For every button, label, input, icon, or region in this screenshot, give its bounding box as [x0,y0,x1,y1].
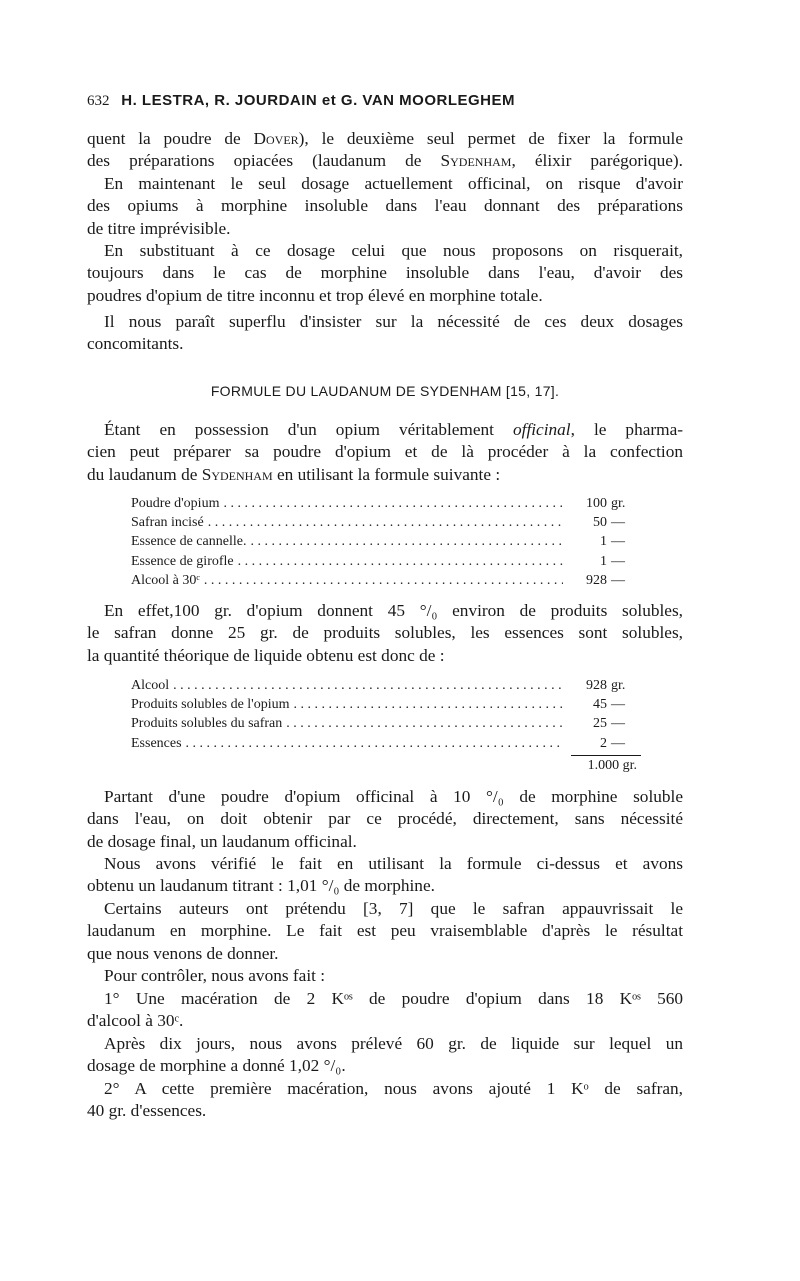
paragraph-6 [87,786,683,853]
page-number: 632 [87,93,110,109]
text-line: Étant en possession d'un opium véritablement officinal, le pharma- [104,420,683,439]
total-value: 1.000 gr. [587,757,637,773]
text-line: des préparations opiacées (laudanum de Sydenham, élixir parégorique). [87,151,684,171]
paragraph-5 [87,600,683,667]
paragraph-1 [87,128,683,240]
quantity-table [131,676,639,775]
quantity-row: Alcool . . . 928 gr. [131,676,639,695]
text-line: Partant d'une poudre d'opium officinal à 10 °/₀ de morphine soluble [104,787,683,806]
text-line: dans l'eau, on doit obtenir par ce procédé, directement, sans nécessité [87,809,683,829]
text-line: 2° A cette première macération, nous avons ajouté 1 Kᵒ de safran, [104,1079,683,1098]
text-line: de dosage final, un laudanum officinal. [87,831,357,851]
formula-row: Essence de cannelle. . . . 1 — [131,532,639,551]
formula-row: Essence de girofle . . . 1 — [131,552,639,571]
text-line: obtenu un laudanum titrant : 1,01 °/₀ de morphine. [87,876,435,896]
text-line: le safran donne 25 gr. de produits solubles, les essences sont solubles, [87,623,683,643]
text-line: que nous venons de donner. [87,943,279,963]
text-line: En maintenant le seul dosage actuellement officinal, on risque d'avoir [104,173,683,193]
text-line: du laudanum de Sydenham en utilisant la formule suivante : [87,464,501,484]
text-line: cien peut préparer sa poudre d'opium et de là procéder à la confection [87,442,683,462]
paragraph-3 [87,311,683,356]
text-line: laudanum en morphine. Le fait est peu vraisemblable d'après le résultat [87,921,683,941]
text-line: concomitants. [87,334,184,354]
running-header [87,92,687,110]
paragraph-7 [87,853,683,898]
text-line: la quantité théorique de liquide obtenu est donc de : [87,645,445,665]
paragraph-11 [87,1033,683,1078]
running-authors: H. LESTRA, R. JOURDAIN et G. VAN MOORLEGHEM [121,92,515,109]
paragraph-12 [87,1078,683,1123]
text-line: toujours dans le cas de morphine insoluble dans l'eau, d'avoir des [87,263,683,283]
text-line: Nous avons vérifié le fait en utilisant la formule ci-dessus et avons [104,854,683,873]
text-line: poudres d'opium de titre inconnu et trop élevé en morphine totale. [87,285,543,305]
text-line: Pour contrôler, nous avons fait : [104,966,326,985]
text-line: 40 gr. d'essences. [87,1101,207,1121]
text-line: des opiums à morphine insoluble dans l'eau donnant des préparations [87,196,683,216]
quantity-row: Produits solubles de l'opium . . . 45 — [131,695,639,714]
section-title: FORMULE DU LAUDANUM DE SYDENHAM [15, 17]. [210,383,560,399]
text-line: d'alcool à 30ᶜ. [87,1011,184,1031]
text-line: Certains auteurs ont prétendu [3, 7] que le safran appauvrissait le [104,899,683,918]
quantity-row: Essences . . . 2 — [131,734,639,753]
formula-table [131,494,639,590]
emphasis: officinal [513,420,571,439]
formula-row: Safran incisé . . . 50 — [131,513,639,532]
author-name: Dover [253,129,299,148]
text-line: Il nous paraît superflu d'insister sur la nécessité de ces deux dosages [104,312,683,331]
quantity-row: Produits solubles du safran . . . 25 — [131,714,639,733]
formula-row: Alcool à 30ᶜ . . . 928 — [131,571,639,590]
text-line: quent la poudre de Dover), le deuxième seul permet de fixer la formule [87,129,683,148]
author-name: Sydenham [440,151,512,171]
paragraph-9 [87,965,683,987]
text-line: En effet,100 gr. d'opium donnent 45 °/₀ environ de produits solubles, [104,601,683,620]
paragraph-8 [87,898,683,965]
text-line: dosage de morphine a donné 1,02 °/₀. [87,1056,346,1076]
paragraph-2 [87,240,683,307]
text-line: En substituant à ce dosage celui que nous proposons on risquerait, [104,241,683,260]
text-line: de titre imprévisible. [87,218,231,238]
formula-row: Poudre d'opium . . . 100 gr. [131,494,639,513]
paragraph-10 [87,988,683,1033]
paragraph-4 [87,419,683,486]
text-line: Après dix jours, nous avons prélevé 60 gr. de liquide sur lequel un [104,1034,683,1053]
text-line: 1° Une macération de 2 Kᵒˢ de poudre d'opium dans 18 Kᵒˢ 560 [104,989,683,1008]
quantity-total-row [131,756,639,775]
author-name: Sydenham [201,464,273,484]
